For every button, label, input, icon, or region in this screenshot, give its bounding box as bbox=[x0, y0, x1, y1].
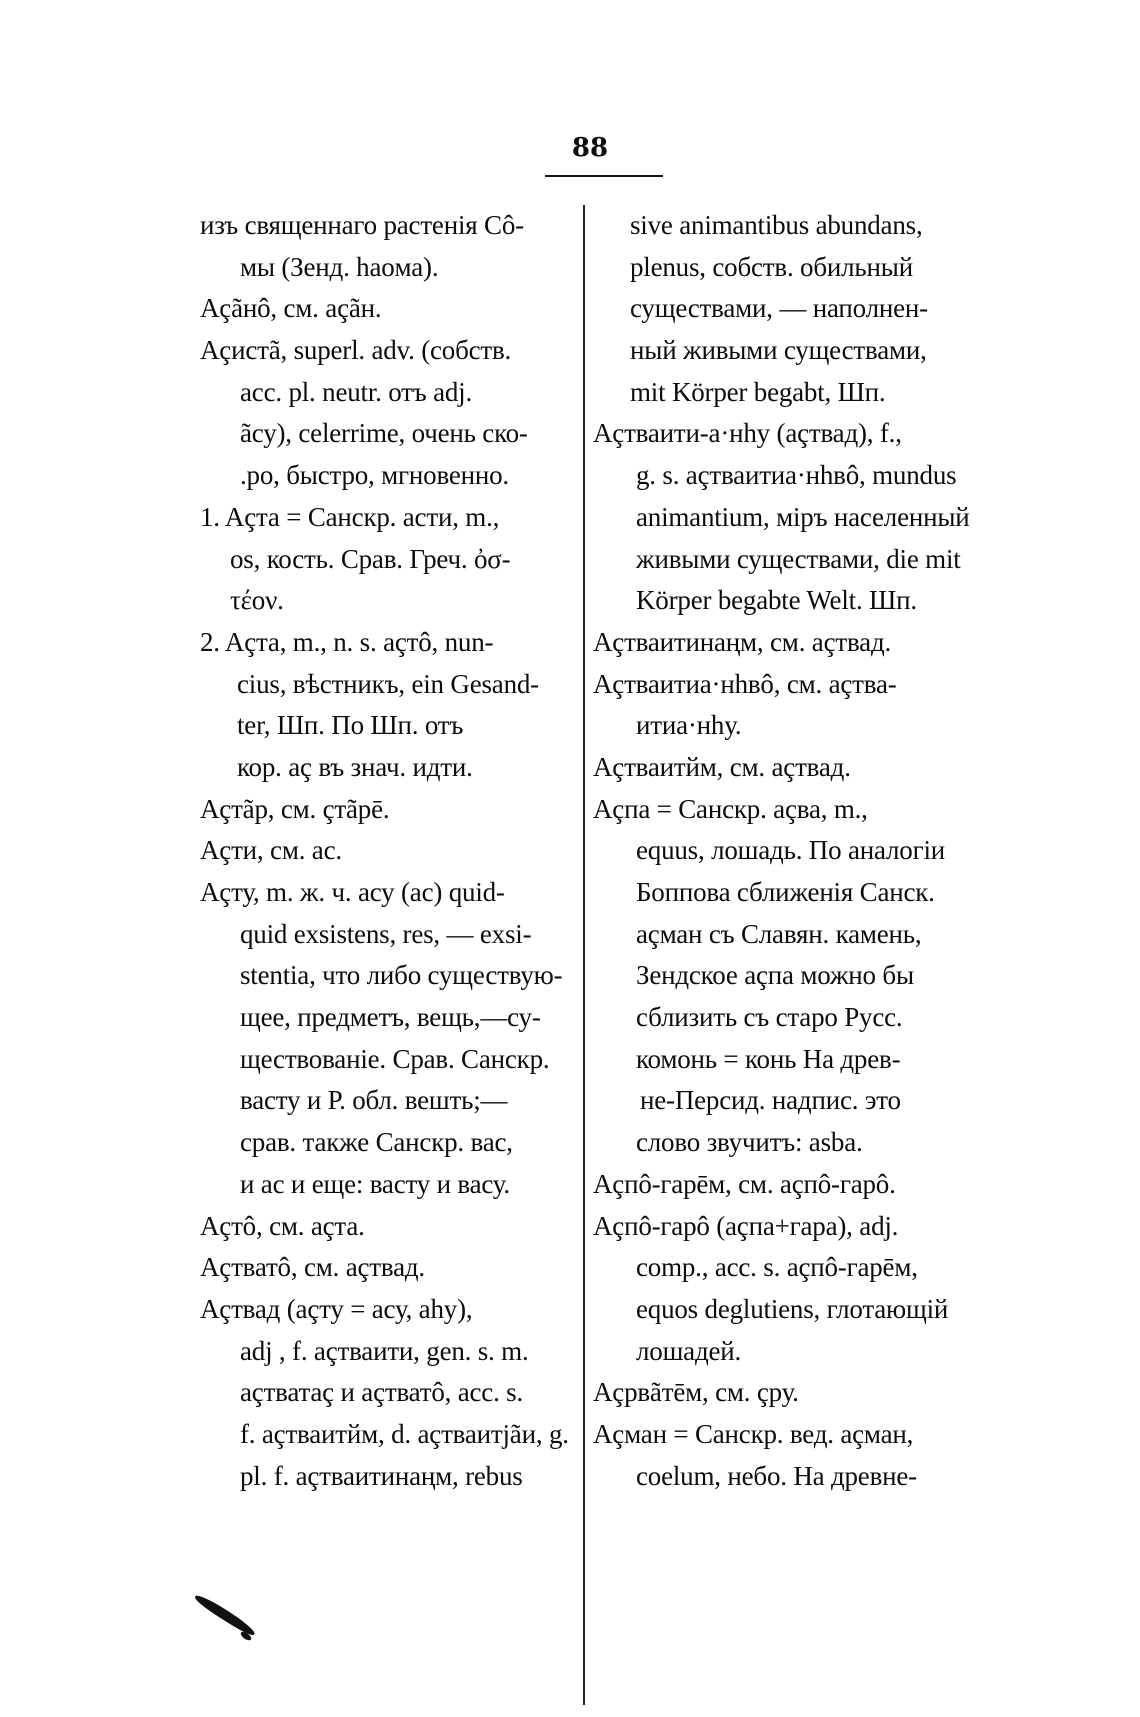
text-line: plenus, собств. обильный bbox=[630, 251, 913, 282]
text-line: Açтваити-а·нhу (açтвад), f., bbox=[593, 418, 902, 449]
text-line: cius, вѣстникъ, ein Gesand- bbox=[237, 668, 539, 699]
text-line: щее, предметъ, вещь,—су- bbox=[240, 1002, 541, 1033]
text-line: g. s. açтваитиа·нhвô, mundus bbox=[636, 460, 957, 491]
text-line: equus, лошадь. По аналогіи bbox=[636, 835, 945, 866]
text-line: Açтваитиа·нhвô, см. açтва- bbox=[593, 668, 897, 699]
text-line: Зендское açпа можно бы bbox=[636, 960, 914, 991]
text-line: Açтвад (açту = асу, ahy), bbox=[200, 1293, 473, 1324]
text-line: ществованіе. Срав. Санскр. bbox=[240, 1043, 550, 1074]
text-line: Açãнô, см. açãн. bbox=[200, 293, 382, 324]
text-line: f. açтваитйм, d. açтваитjãи, g. bbox=[240, 1418, 569, 1449]
text-line: Açти, см. ас. bbox=[200, 835, 342, 866]
ink-blot bbox=[193, 1592, 258, 1638]
text-line: .ро, быстро, мгновенно. bbox=[240, 460, 509, 491]
text-line: Açтô, см. açта. bbox=[200, 1210, 365, 1241]
text-line: Açрвãтēм, см. çру. bbox=[593, 1377, 799, 1408]
text-line: комонь = конь На древ- bbox=[636, 1043, 901, 1074]
text-line: Açту, m. ж. ч. асу (ас) quid- bbox=[200, 877, 505, 907]
text-line: quid exsistens, res, — exsi- bbox=[240, 918, 532, 949]
text-line: mit Körper begabt, Шп. bbox=[630, 376, 886, 407]
text-line: acc. pl. neutr. отъ adj. bbox=[240, 376, 473, 407]
text-line: açман съ Славян. камень, bbox=[636, 918, 922, 949]
page-number: 88 bbox=[571, 133, 609, 163]
text-line: срав. также Санскр. вас, bbox=[240, 1127, 513, 1158]
text-line: sive animantibus abundans, bbox=[630, 210, 923, 240]
right-column bbox=[593, 205, 975, 1497]
text-line: Körper begabte Welt. Шп. bbox=[636, 585, 917, 616]
text-line: animantium, міръ населенный bbox=[636, 501, 970, 532]
text-line: ãсу), celerrime, очень ско- bbox=[240, 418, 528, 449]
text-line: Açтãр, см. çтãрē. bbox=[200, 793, 390, 824]
text-line: Açтваитинаңм, см. açтвад. bbox=[593, 626, 892, 657]
text-line: и ас и еще: васту и васу. bbox=[240, 1168, 510, 1199]
text-line: васту и Р. обл. вешть;— bbox=[240, 1085, 508, 1116]
text-line: ter, Шп. По Шп. отъ bbox=[237, 710, 464, 741]
text-line: coelum, небо. На древне- bbox=[636, 1460, 917, 1491]
text-line: Açтватô, см. açтвад. bbox=[200, 1252, 425, 1283]
text-line: живыми существами, die mit bbox=[636, 543, 961, 574]
text-line: stentia, что либо существую- bbox=[240, 960, 563, 991]
text-line: adj , f. açтваити, gen. s. m. bbox=[240, 1335, 529, 1366]
left-column bbox=[200, 205, 575, 1497]
text-line: Açман = Санскр. вед. açман, bbox=[593, 1418, 914, 1449]
text-line: 2. Açта, m., n. s. açтô, nun- bbox=[200, 626, 494, 657]
text-line: существами, — наполнен- bbox=[630, 293, 928, 324]
header-rule bbox=[545, 175, 663, 177]
text-line: слово звучитъ: asba. bbox=[636, 1127, 863, 1158]
text-line: не-Персид. надпис. это bbox=[640, 1085, 901, 1116]
text-line: 1. Açта = Санскр. асти, m., bbox=[200, 501, 500, 532]
text-line: açтватаç и açтватô, acc. s. bbox=[240, 1377, 524, 1408]
text-line: Açпа = Санскр. açва, m., bbox=[593, 793, 868, 824]
text-line: итиа·нhу. bbox=[636, 710, 742, 741]
text-line: comp., acc. s. açпô-гарēм, bbox=[636, 1252, 918, 1283]
column-divider bbox=[583, 205, 585, 1705]
text-line: изъ священнаго растенія Cô- bbox=[200, 210, 524, 240]
text-line: Açистã, superl. adv. (собств. bbox=[200, 335, 512, 366]
text-line: pl. f. açтваитинаңм, rebus bbox=[240, 1460, 523, 1491]
text-line: Açпô-гарô (açпа+гара), adj. bbox=[593, 1210, 899, 1241]
text-line: лошадей. bbox=[636, 1335, 742, 1366]
text-line: кор. aç въ знач. идти. bbox=[237, 751, 473, 782]
text-line: сблизить съ старо Русс. bbox=[636, 1002, 903, 1033]
text-line: os, кость. Срав. Греч. ὀσ- bbox=[230, 543, 511, 574]
text-line: Açпô-гарēм, см. açпô-гарô. bbox=[593, 1168, 896, 1199]
text-line: ный живыми существами, bbox=[630, 335, 927, 366]
text-line: equos deglutiens, глотающій bbox=[636, 1293, 949, 1324]
text-line: мы (Зенд. haoма). bbox=[240, 251, 439, 282]
text-line: Açтваитйм, см. açтвад. bbox=[593, 751, 851, 782]
text-line: Боппова сближенія Санск. bbox=[636, 877, 935, 907]
text-line: τέον. bbox=[230, 585, 284, 616]
